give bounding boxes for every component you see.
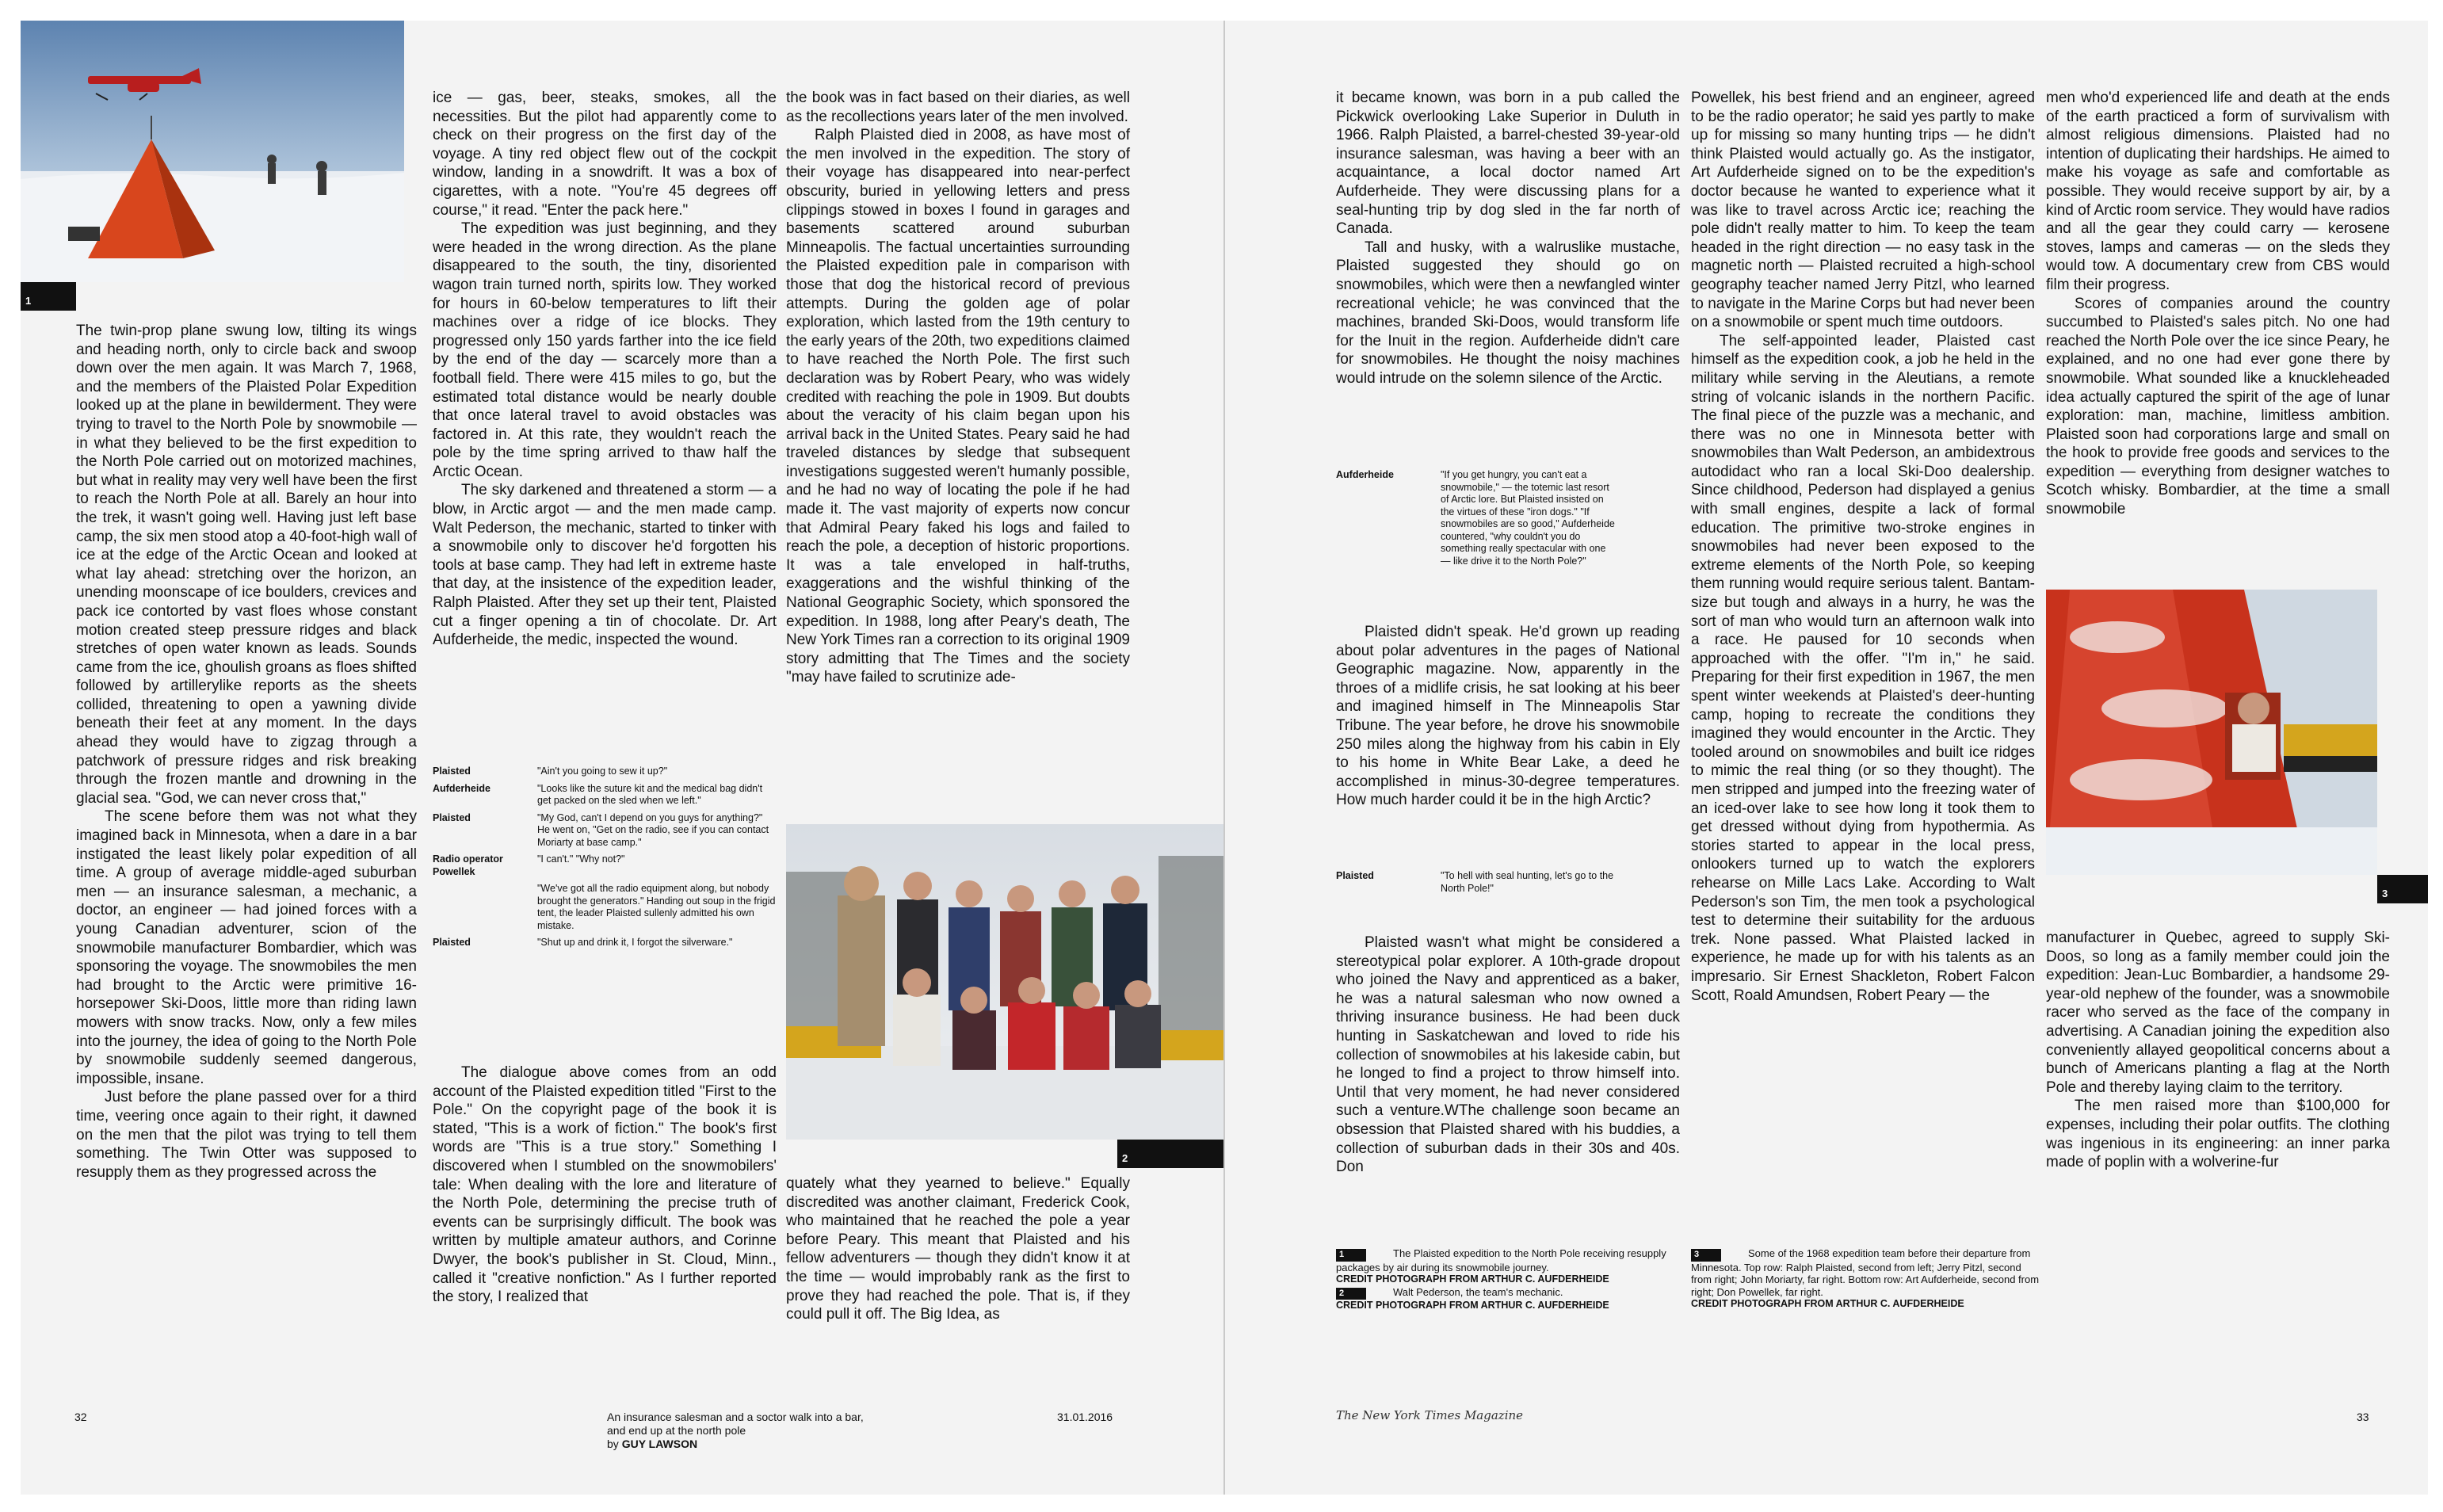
- photo-captions-1-2: [1336, 1247, 1685, 1312]
- right-page: [1225, 21, 2428, 1495]
- article-column-3-continued: [786, 1174, 1130, 1324]
- byline-name: GUY LAWSON: [621, 1438, 698, 1450]
- speaker: Radio operator Powellek: [433, 853, 503, 877]
- paragraph: Plaisted wasn't what might be considered a stereotypical polar explorer. A 10th-grade dropout who joined the Navy and apprenticed as a baker, he was a natural salesman who now owned a thriving insurance business. He had been duck hunting in Saskatchewan and loved to ride his collection of snowmobiles at his lakeside cabin, but he longed to find a project to throw himself into. Until that very moment, he had never considered such a venture.WThe challenge soon became an obsession that Plaisted shared with his buddies, a collection of suburban dads in their 30s and 40s. Don: [1336, 934, 1680, 1176]
- paragraph: Powellek, his best friend and an engineer, agreed to be the radio operator; he said yes partly to make up for missing so many hunting trips — he didn't think Plaisted would actually go. As the instigator, Art Aufderheide signed on to be the expedition's doctor because he wanted to experience what it was like to travel across Arctic ice; reaching the pole didn't really matter to him. To keep the team headed in the right direction — no easy task in the magnetic north — Plaisted recruited a high-school geography teacher named Jerry Pitzl, who learned to navigate in the Marine Corps but had never been on a snowmobile or spent much time outdoors.: [1691, 90, 2035, 331]
- photo-man-in-tent: [2046, 590, 2377, 875]
- speaker: Aufderheide: [433, 782, 491, 794]
- photo-plane-over-camp: [21, 21, 404, 282]
- caption-text: Walt Pederson, the team's mechanic.: [1393, 1285, 1563, 1298]
- dialogue-line: [433, 853, 777, 878]
- caption-credit: CREDIT PHOTOGRAPH FROM ARTHUR C. AUFDERHEIDE: [1691, 1298, 1964, 1309]
- caption-3: [1691, 1247, 2040, 1311]
- dialogue-block-1: [433, 766, 777, 954]
- article-column-2-continued: [433, 1063, 777, 1307]
- article-column-4-continued: [1336, 623, 1680, 810]
- photo-caption-3: [1691, 1247, 2040, 1311]
- article-column-4-continued-2: [1336, 934, 1680, 1177]
- dialogue-line: [433, 937, 777, 949]
- dialogue-line: [1336, 469, 1680, 567]
- dialogue-text: "We've got all the radio equipment along, but nobody brought the generators." Handing out soup in the frigid tent, the leader Plaisted sullenly admitted his own mistake.: [537, 883, 776, 931]
- dialogue-line: [433, 783, 777, 808]
- paragraph: Plaisted didn't speak. He'd grown up reading about polar adventures in the pages of National Geographic magazine. Now, apparently in the throes of a midlife crisis, he sat looking at his beer and imagined himself in The Minneapolis Star Tribune. The year before, he drove his snowmobile 250 miles along the highway from his cabin in Ely to his home in White Bear Lake, a deed he accomplished in minus-30-degree temperatures. How much harder could it be in the high Arctic?: [1336, 624, 1680, 809]
- figure-number-3: 3: [2377, 875, 2428, 903]
- headline-footer: [607, 1411, 876, 1451]
- caption-credit: CREDIT PHOTOGRAPH FROM ARTHUR C. AUFDERHEIDE: [1336, 1300, 1609, 1311]
- paragraph: ice — gas, beer, steaks, smokes, all the necessities. But the pilot had apparently come to check on their progress on the first day of the voyage. A tiny red object flew out of the cockpit window, landing in a snowdrift. It was a box of cigarettes, with a note. "You're 45 degrees off course," it read. "Enter the pack here.": [433, 90, 777, 219]
- figure-number-2: 2: [1117, 1140, 1223, 1168]
- headline: An insurance salesman and a soctor walk into a bar, and end up at the north pole: [607, 1411, 864, 1437]
- left-page: [21, 21, 1223, 1495]
- article-column-2: [433, 89, 777, 650]
- speaker: Plaisted: [433, 766, 471, 777]
- dialogue-text: "I can't." "Why not?": [537, 853, 625, 865]
- speaker: Plaisted: [433, 937, 471, 948]
- masthead-logo: The New York Times Magazine: [1336, 1408, 1524, 1422]
- speaker: Plaisted: [1336, 870, 1374, 881]
- paragraph: manufacturer in Quebec, agreed to supply Ski-Doos, so long as a family member could join the expedition: Jean-Luc Bombardier, a handsome 29-year-old nephew of the founder, was a snowmobile racer who served as the face of the company in advertising. A Canadian joining the expedition also conveniently allayed geopolitical concerns about a bunch of Americans planting a flag at the North Pole and thereby laying claim to the territory.: [2046, 930, 2390, 1096]
- article-column-6-continued: [2046, 929, 2390, 1172]
- paragraph: The self-appointed leader, Plaisted cast himself as the expedition cook, a job he held in the military while serving in the Aleutians, a remote string of volcanic islands in the northern Pacific. The final piece of the puzzle was a mechanic, and there was no one in Minnesota better with snowmobiles than Walt Pederson, an ambidextrous autodidact who ran a local Ski-Doo dealership. Since childhood, Pederson had displayed a genius with small engines, despite a lack of formal education. The primitive two-stroke engines in snowmobiles had never been exposed to the extreme elements of the North Pole, so keeping them running would require serious talent. Bantam-size but tough and always in a hurry, he was the sort of man who would turn an afternoon walk into a race. He paused for 10 seconds when approached with the offer. "I'm in," he said. Preparing for their first expedition in 1967, the men spent winter weekends at Plaisted's deer-hunting camp, hoping to recreate the conditions they imagined they would encounter in the Arctic. They tooled around on snowmobiles and built ice ridges to mimic the real thing (or so they thought). The men stripped and jumped into the freezing water of an iced-over lake to see how long it took them to get dressed without dying from hypothermia. As stories started to appear in the local press, onlookers turned up to watch the explorers rehearse on Mille Lacs Lake. According to Walt Pederson's son Tim, the men took a psychological test to determine their suitability for the arduous trek. None passed. What Plaisted lacked in experience, he made up for with his talents as an impresario. Sir Ernest Shackleton, Robert Falcon Scott, Roald Amundsen, Robert Peary — the: [1691, 332, 2035, 1004]
- dialogue-block-3: [1336, 870, 1680, 899]
- page-number-left: 32: [74, 1411, 87, 1423]
- paragraph: The men raised more than $100,000 for expenses, including their polar outfits. The clothing was ingenious in its engineering: an inner parka made of poplin with a wolverine-fur: [2046, 1098, 2390, 1171]
- caption-1: [1336, 1247, 1685, 1286]
- paragraph: Tall and husky, with a walruslike mustache, Plaisted suggested they should go on snowmobiles, which were then a newfangled winter recreational vehicle; he was convinced that the machines, branded Ski-Doos, would transform life for the Inuit in the region. Aufderheide didn't care for snowmobiles. He thought the noisy machines would intrude on the solemn silence of the Arctic.: [1336, 239, 1680, 387]
- caption-number: 2: [1336, 1288, 1366, 1300]
- dialogue-text: "Looks like the suture kit and the medical bag didn't get packed on the sled when we left.": [537, 782, 763, 806]
- photo-expedition-team: [786, 824, 1223, 1140]
- caption-text: The Plaisted expedition to the North Pole receiving resupply packages by air during its snowmobile journey.: [1336, 1247, 1666, 1273]
- caption-2: [1336, 1286, 1685, 1312]
- issue-date: 31.01.2016: [1057, 1411, 1113, 1423]
- speaker: Plaisted: [433, 811, 471, 823]
- article-column-4: [1336, 89, 1680, 388]
- dialogue-text: "To hell with seal hunting, let's go to the North Pole!": [1441, 870, 1614, 894]
- dialogue-line: [433, 766, 777, 778]
- dialogue-text: "My God, can't I depend on you guys for anything?" He went on, "Get on the radio, see if you can contact Moriarty at base camp.": [537, 811, 769, 848]
- speaker: Aufderheide: [1336, 469, 1394, 480]
- paragraph: Ralph Plaisted died in 2008, as have most of the men involved in the expedition. The story of their voyage has disappeared into near-perfect obscurity, buried in yellowing letters and press clippings stowed in boxes I found in garages and basements scattered around suburban Minneapolis. The factual uncertainties surrounding the Plaisted expedition pale in comparison with those that dog the historical record of previous attempts. During the golden age of polar exploration, which lasted from the 19th century to the early years of the 20th, two expeditions claimed to have reached the North Pole. The first such declaration was by Robert Peary, who was widely credited with reaching the pole in 1909. But doubts about the veracity of his claim began upon his arrival back in the United States. Peary said he had traveled distances by sledge that subsequent investigations suggested weren't humanly possible, and he had no way of locating the pole if he had made it. The vast majority of experts now concur that Admiral Peary faked his logs and failed to reach the pole, a deception of historic proportions. It was a tale enveloped in half-truths, exaggerations and the wishful thinking of the National Geographic Society, which sponsored the expedition. In 1988, long after Peary's death, The New York Times ran a correction to its original 1909 story admitting that The Times and the society "may have failed to scrutinize ade-: [786, 127, 1130, 686]
- speaker: [433, 883, 537, 932]
- byline-prefix: by: [607, 1438, 619, 1450]
- paragraph: quately what they yearned to believe." Equally discredited was another claimant, Frederick Cook, who maintained that he reached the pole a year before Peary. This meant that Plaisted and his fellow adventurers — though they didn't know it at the time — would improbably rank as the first to prove they had reached the pole. That is, if they could pull it off. The Big Idea, as: [786, 1175, 1130, 1323]
- team-group-image: [786, 824, 1223, 1140]
- article-column-6: [2046, 89, 2390, 519]
- paragraph: The scene before them was not what they imagined back in Minnesota, when a dare in a bar instigated the least likely polar expedition of all time. A group of average middle-aged suburban men — an insurance salesman, a mechanic, a doctor, an engineer — had joined forces with a young Canadian adventurer, scion of the snowmobile manufacturer Bombardier, which was sponsoring the voyage. The snowmobiles the men had brought to the Arctic were primitive 16-horsepower Ski-Doos, little more than riding lawn mowers with snow tracks. Now, only a few miles into the journey, the idea of going to the North Pole by snowmobile suddenly seemed dangerous, impossible, insane.: [76, 808, 417, 1087]
- dialogue-line: [1336, 870, 1680, 895]
- paragraph: it became known, was born in a pub called the Pickwick overlooking Lake Superior in Duluth in 1966. Ralph Plaisted, a barrel-chested 39-year-old insurance salesman, was having a beer with an acquaintance, a local doctor named Art Aufderheide. They were discussing plans for a seal-hunting trip by dog sled in the far north of Canada.: [1336, 90, 1680, 238]
- article-column-1: [76, 322, 417, 1182]
- paragraph: men who'd experienced life and death at the ends of the earth practiced a form of survivalism with almost religious dimensions. Plaisted had no intention of duplicating their hardships. He aimed to make his voyage as safe and comfortable as possible. They would receive support by air, by a kind of Arctic room service. They would have radios and all the gear they could carry — kerosene stoves, lamps and cameras — on the sleds they would tow. A documentary crew from CBS would film their progress.: [2046, 90, 2390, 293]
- byline: [607, 1438, 876, 1451]
- dialogue-text: "Ain't you going to sew it up?": [537, 766, 668, 777]
- paragraph: The twin-prop plane swung low, tilting its wings and heading north, only to circle back and swoop down over the men again. It was March 7, 1968, and the members of the Plaisted Polar Expedition looked up at the plane in bewilderment. They were trying to travel to the North Pole by snowmobile — in what they believed to be the first expedition to the North Pole carried out on motorized machines, but what in reality may very well have been the first to reach the North Pole at all. Barely an hour into the trek, it wasn't going well. Having just left base camp, the six men stood atop a 40-foot-high wall of ice at the edge of the Arctic Ocean and looked at what lay ahead: stretching over the horizon, an unending moonscape of ice boulders, crevices and pack ice contorted by vast floes whose constant motion created steep pressure ridges and black stretches of open water known as leads. Sounds came from the ice, ghoulish groans as floes shifted followed by artillerylike reports as the sheets collided, threatening to open a yawning divide beneath their feet at any moment. In the days ahead they would have to zigzag through a patchwork of pressure ridges and risk breaking through the frozen mantle and drowning in the glacial sea. "God, we can never cross that,": [76, 323, 417, 807]
- paragraph: The dialogue above comes from an odd account of the Plaisted expedition titled "First to the Pole." On the copyright page of the book it is stated, "This is a work of fiction." The book's first words are "This is a true story." Something I discovered when I stumbled on the snowmobilers' tale: When dealing with the lore and literature of the North Pole, determining the precise truth of events can be surprisingly difficult. The book was written by multiple amateur authors, and Corinne Dwyer, the book's publisher in St. Cloud, Minn., called it "creative nonfiction." As I further reported the story, I realized that: [433, 1064, 777, 1306]
- plane-camp-image: [21, 21, 404, 282]
- dialogue-text: "Shut up and drink it, I forgot the silverware.": [537, 937, 733, 948]
- caption-credit: CREDIT PHOTOGRAPH FROM ARTHUR C. AUFDERHEIDE: [1336, 1273, 1609, 1285]
- page-number-right: 33: [2357, 1411, 2369, 1423]
- paragraph: Just before the plane passed over for a third time, veering once again to their right, it dawned on the men that the pilot was trying to tell them something. The Twin Otter was supposed to resupply them as they progressed across the: [76, 1089, 417, 1181]
- paragraph: Scores of companies around the country succumbed to Plaisted's sales pitch. No one had reached the North Pole over the ice since Peary, he explained, and no one had ever gone there by snowmobile. What sounded like a knuckleheaded idea actually captured the spirit of the age of lunar exploration: man, machine, limitless ambition. Plaisted soon had corporations large and small on the hook to provide free goods and services to the expedition — everything from designer watches to Scotch whisky. Bombardier, at the time a small snowmobile: [2046, 295, 2390, 518]
- caption-number: 3: [1691, 1249, 1721, 1262]
- figure-number-1: 1: [21, 282, 76, 311]
- caption-number: 1: [1336, 1249, 1366, 1262]
- tent-image: [2046, 590, 2377, 875]
- paragraph: The sky darkened and threatened a storm — a blow, in Arctic argot — and the men made camp. Walt Pederson, the mechanic, started to tinker with a snowmobile only to discover he'd forgotten his tools at base camp. They had left in extreme haste that day, at the insistence of the expedition leader, Ralph Plaisted. After they set up their tent, Plaisted cut a finger opening a tin of chocolate. Dr. Art Aufderheide, the medic, inspected the wound.: [433, 482, 777, 649]
- dialogue-text: "If you get hungry, you can't eat a snowmobile," — the totemic last resort of Arctic lore. But Plaisted insisted on the virtues of these "iron dogs." "If snowmobiles are so good," Aufderheide countered, "why couldn't you do something really spectacular with one — like drive it to the North Pole?": [1441, 469, 1615, 567]
- dialogue-line: [433, 812, 777, 850]
- article-column-3: [786, 89, 1130, 687]
- dialogue-block-2: [1336, 469, 1680, 572]
- paragraph: the book was in fact based on their diaries, as well as the recollections years later of the men involved.: [786, 90, 1130, 125]
- article-column-5: [1691, 89, 2035, 1005]
- dialogue-line: [433, 883, 777, 932]
- paragraph: The expedition was just beginning, and they were headed in the wrong direction. As the plane disappeared to the south, the tiny, disoriented wagon train turned north, spirits low. They worked for hours in 60-below temperatures to lift their machines over a ridge of ice blocks. They progressed only 150 yards farther into the ice field by the end of the day — scarcely more than a football field. There were 415 miles to go, but the estimated total distance would be nearly double that once lateral travel to avoid obstacles was factored in. At this rate, they wouldn't reach the pole by the time spring arrived to thaw half the Arctic Ocean.: [433, 220, 777, 480]
- caption-text: Some of the 1968 expedition team before their departure from Minnesota. Top row: Ralph Plaisted, second from left; Jerry Pitzl, second from right; John Moriarty, far right. Bottom row: Art Aufderheide, second from right; Don Powellek, far right.: [1691, 1247, 2040, 1298]
